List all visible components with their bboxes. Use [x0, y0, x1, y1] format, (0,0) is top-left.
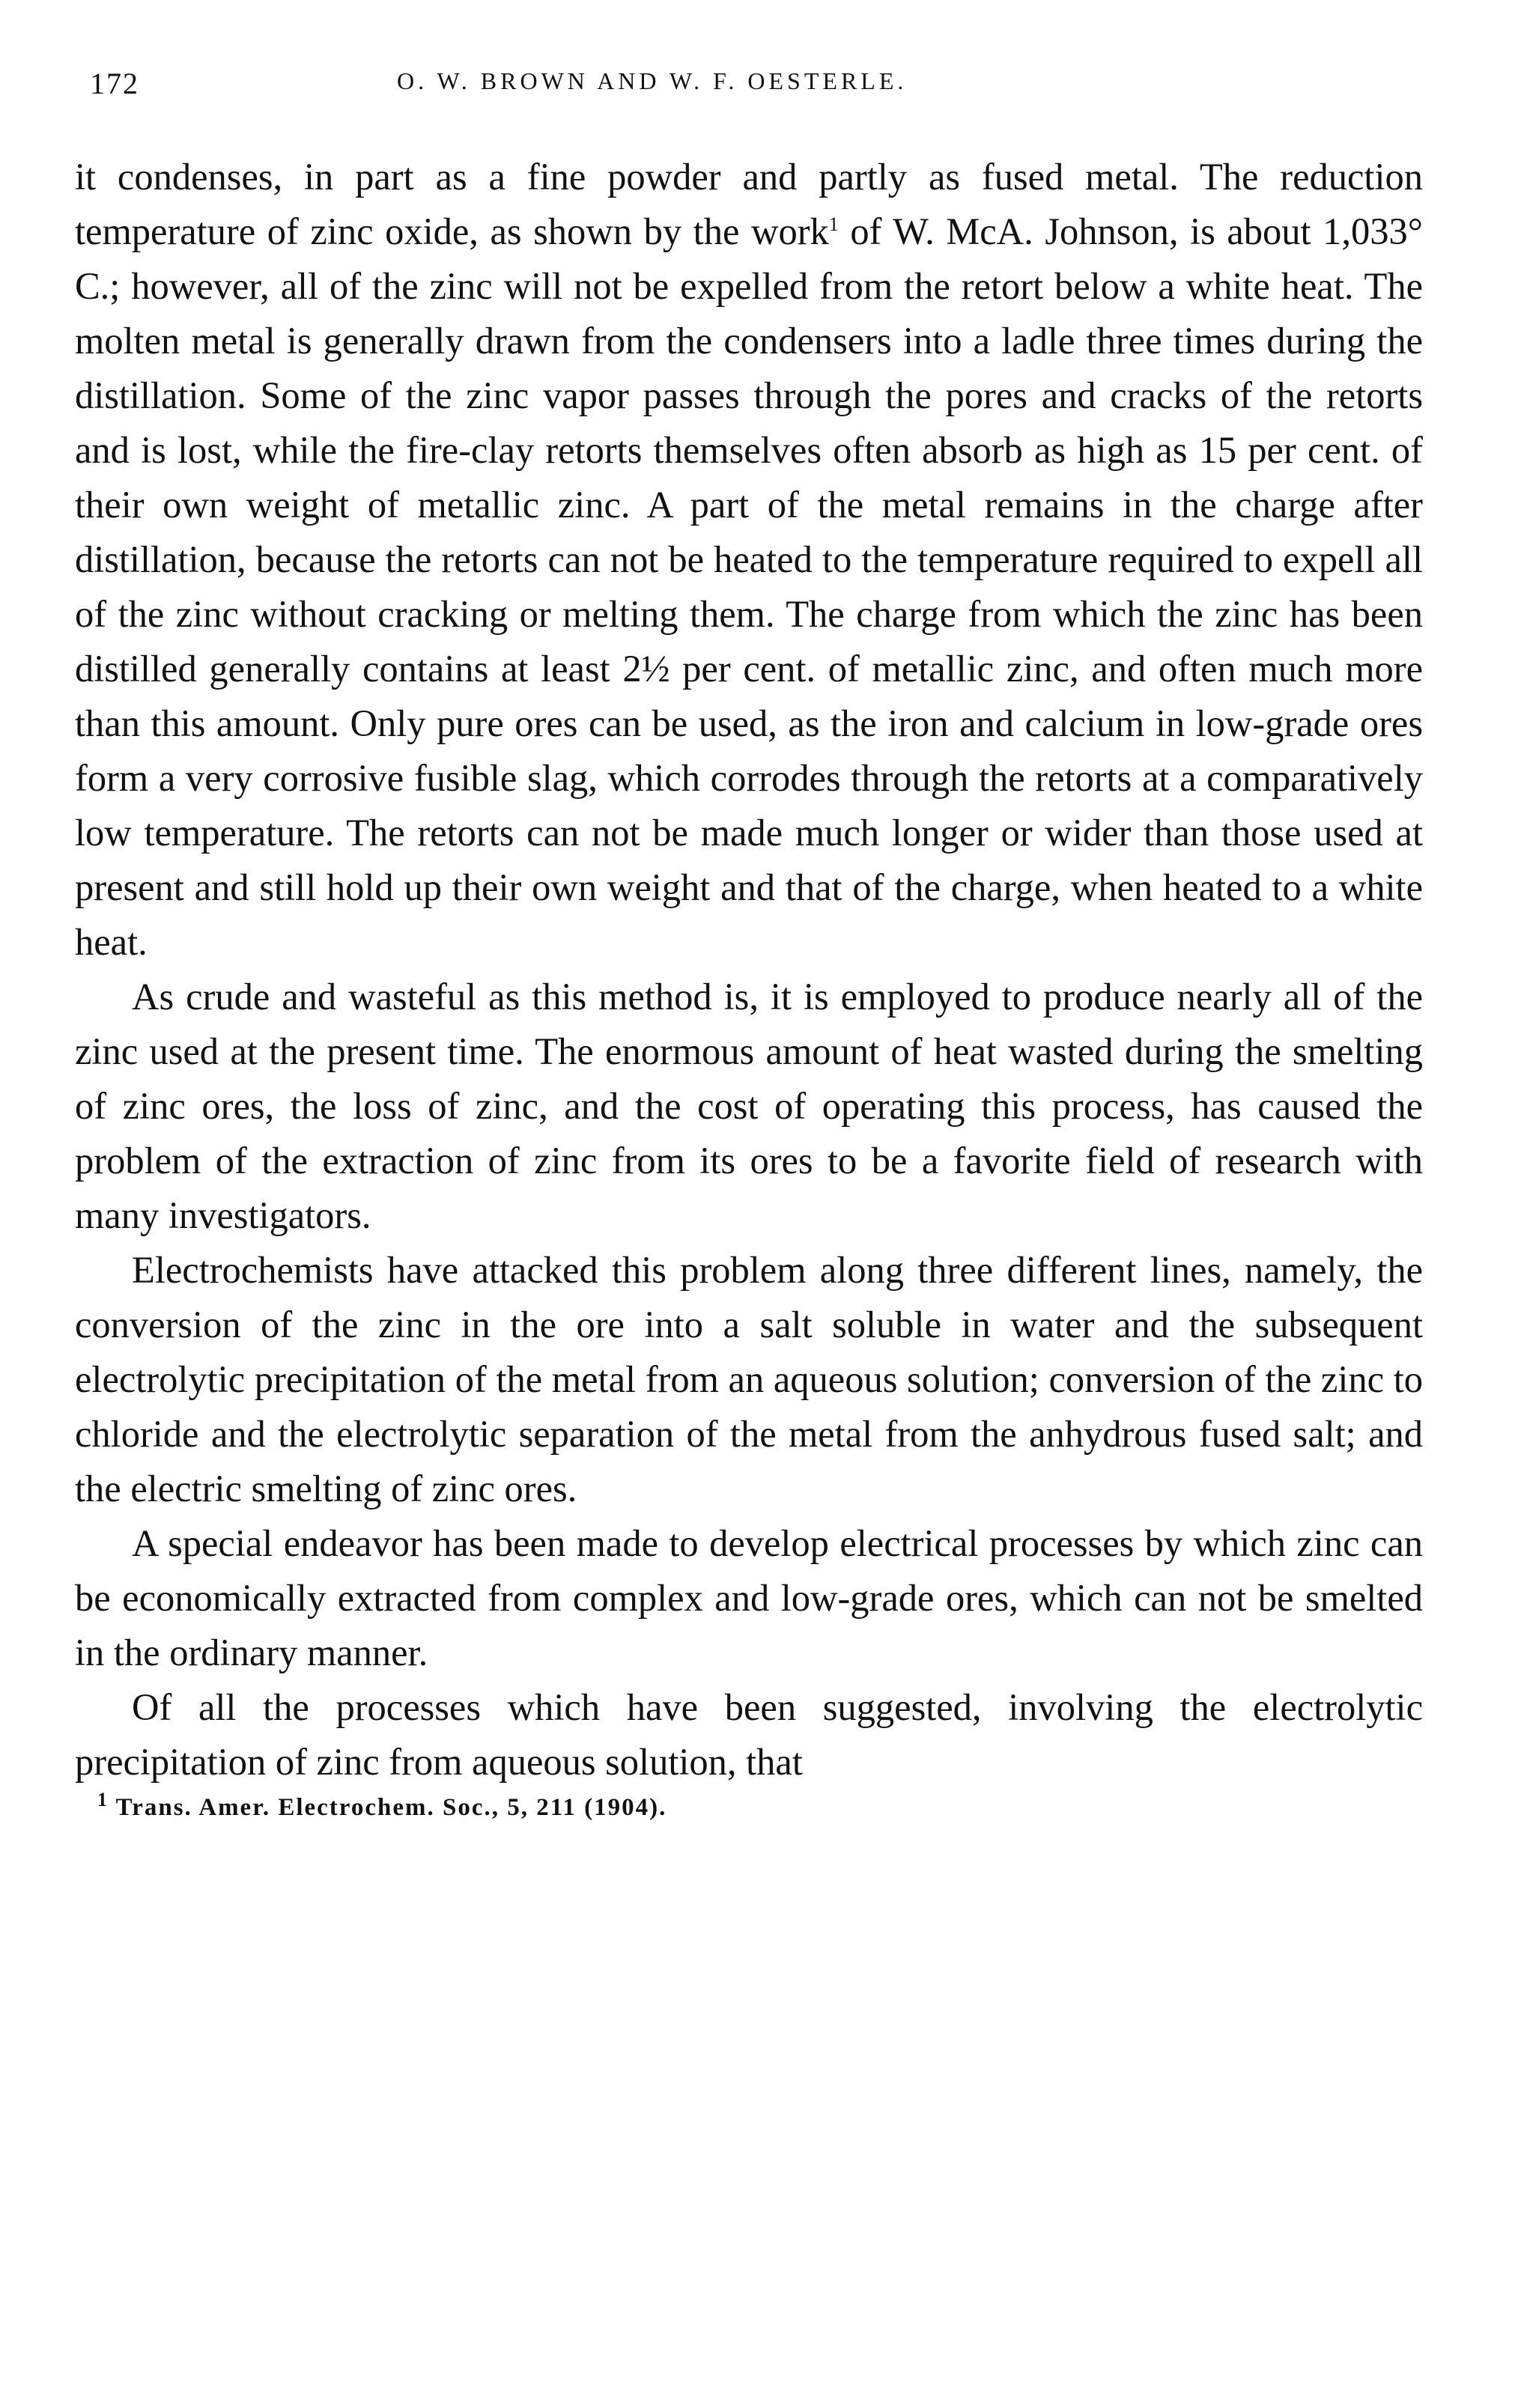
- paragraph-1: [75, 150, 1423, 970]
- body-text: [75, 150, 1423, 1790]
- footnote-text: Trans. Amer. Electrochem. Soc., 5, 211 (1904).: [109, 1794, 667, 1821]
- paragraph-2: As crude and wasteful as this method is, it is employed to produce nearly all of the zinc used at the present time. The enormous amount of heat wasted during the smelting of zinc ores, the loss of zinc, and the cost of operating this process, has caused the problem of the extraction of zinc from its ores to be a favorite field of research with many investigators.: [75, 976, 1423, 1236]
- paragraph-3: Electrochemists have attacked this problem along three different lines, namely, the conversion of the zinc in the ore into a salt soluble in water and the subsequent electrolytic precipitation of the metal from an aqueous solution; conversion of the zinc to chloride and the electrolytic separation of the metal from the anhydrous fused salt; and the electric smelting of zinc ores.: [75, 1249, 1423, 1509]
- paragraph-1-text-after: of W. McA. Johnson, is about 1,033° C.; however, all of the zinc will not be expelled from the retort below a white heat. The molten metal is generally drawn from the condensers into a ladle three times during the distillation. Some of the zinc vapor passes through the pores and cracks of the retorts and is lost, while the fire-clay retorts themselves often absorb as high as 15 per cent. of their own weight of metallic zinc. A part of the metal remains in the charge after distillation, because the retorts can not be heated to the temperature required to expell all of the zinc without cracking or melting them. The charge from which the zinc has been distilled generally contains at least 2½ per cent. of metallic zinc, and often much more than this amount. Only pure ores can be used, as the iron and calcium in low-grade ores form a very corrosive fusible slag, which corrodes through the retorts at a comparatively low temperature. The retorts can not be made much longer or wider than those used at present and still hold up their own weight and that of the charge, when heated to a white heat.: [75, 210, 1423, 963]
- paragraph-5: Of all the processes which have been suggested, involving the electrolytic precipitation of zinc from aqueous solution, that: [75, 1686, 1423, 1783]
- document-page: [75, 52, 1423, 1822]
- footnote-marker: 1: [97, 1789, 109, 1810]
- paragraph-1-text-before: it condenses, in part as a fine powder and partly as fused metal. The reduction temperature of zinc oxide, as shown by the work: [75, 156, 1423, 252]
- paragraph-4: A special endeavor has been made to develop electrical processes by which zinc can be economically extracted from complex and low-grade ores, which can not be smelted in the ordinary manner.: [75, 1522, 1423, 1673]
- footnote-reference: 1: [828, 213, 839, 236]
- page-header: [75, 52, 1423, 105]
- page-number: 172: [90, 67, 139, 100]
- footnote: [75, 1789, 1423, 1822]
- running-head: O. W. BROWN AND W. F. OESTERLE.: [397, 67, 908, 94]
